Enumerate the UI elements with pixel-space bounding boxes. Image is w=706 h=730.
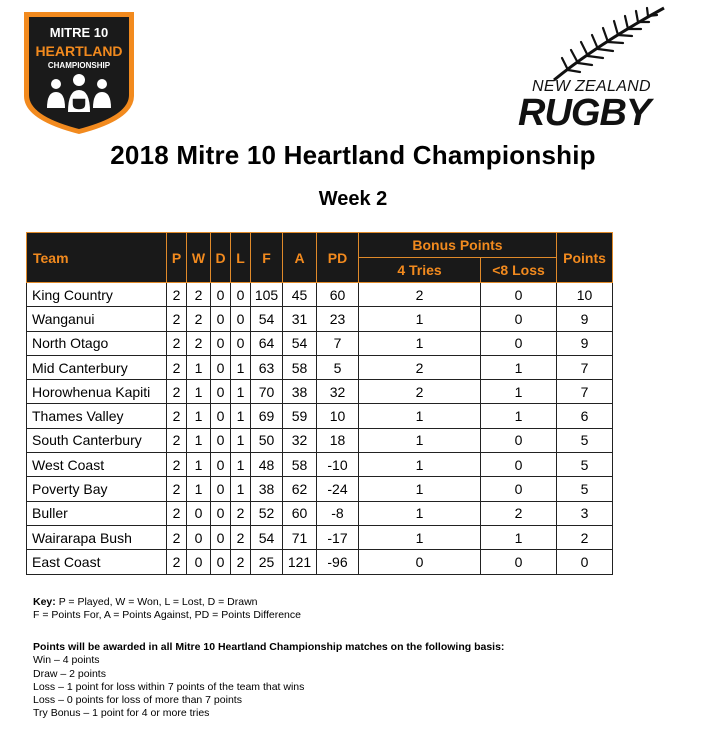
points-cell: 5 xyxy=(557,428,613,452)
points-cell: 3 xyxy=(557,501,613,525)
four-tries-cell: 1 xyxy=(359,331,481,355)
points-against-cell: 31 xyxy=(283,307,317,331)
losing-bonus-cell: 0 xyxy=(481,453,557,477)
points-for-cell: 63 xyxy=(251,355,283,379)
points-against-cell: 58 xyxy=(283,355,317,379)
team-name: Thames Valley xyxy=(27,404,167,428)
table-row xyxy=(27,501,613,525)
team-name: Mid Canterbury xyxy=(27,355,167,379)
points-cell: 9 xyxy=(557,331,613,355)
table-row xyxy=(27,550,613,574)
points-against-cell: 58 xyxy=(283,453,317,477)
svg-text:MITRE 10: MITRE 10 xyxy=(49,25,109,40)
lost-cell: 1 xyxy=(231,404,251,428)
points-for-cell: 25 xyxy=(251,550,283,574)
losing-bonus-cell: 0 xyxy=(481,428,557,452)
key-line-2: F = Points For, A = Points Against, PD = Points Difference xyxy=(33,609,301,621)
drawn-cell: 0 xyxy=(211,307,231,331)
basis-item: Draw – 2 points xyxy=(33,667,106,680)
played-cell: 2 xyxy=(167,331,187,355)
won-cell: 2 xyxy=(187,307,211,331)
points-cell: 2 xyxy=(557,525,613,549)
table-row xyxy=(27,525,613,549)
basis-item: Win – 4 points xyxy=(33,654,100,667)
points-for-cell: 54 xyxy=(251,525,283,549)
header-won: W xyxy=(187,233,211,283)
drawn-cell: 0 xyxy=(211,525,231,549)
points-against-cell: 121 xyxy=(283,550,317,574)
drawn-cell: 0 xyxy=(211,453,231,477)
nz-rugby-logo xyxy=(518,4,668,134)
four-tries-cell: 1 xyxy=(359,477,481,501)
svg-text:HEARTLAND: HEARTLAND xyxy=(35,43,123,59)
points-cell: 10 xyxy=(557,283,613,307)
lost-cell: 2 xyxy=(231,501,251,525)
header-points-for: F xyxy=(251,233,283,283)
losing-bonus-cell: 1 xyxy=(481,525,557,549)
key-line-1 xyxy=(33,596,301,609)
points-for-cell: 69 xyxy=(251,404,283,428)
header-four-tries: 4 Tries xyxy=(359,258,481,283)
drawn-cell: 0 xyxy=(211,404,231,428)
header-points-difference: PD xyxy=(317,233,359,283)
basis-heading: Points will be awarded in all Mitre 10 Heartland Championship matches on the following basis: xyxy=(33,641,505,653)
points-basis-section xyxy=(33,641,504,721)
header-losing-bonus: <8 Loss xyxy=(481,258,557,283)
four-tries-cell: 2 xyxy=(359,355,481,379)
played-cell: 2 xyxy=(167,525,187,549)
team-name: South Canterbury xyxy=(27,428,167,452)
won-cell: 0 xyxy=(187,525,211,549)
points-against-cell: 62 xyxy=(283,477,317,501)
won-cell: 0 xyxy=(187,550,211,574)
team-name: Wanganui xyxy=(27,307,167,331)
losing-bonus-cell: 1 xyxy=(481,404,557,428)
table-row xyxy=(27,355,613,379)
header-drawn: D xyxy=(211,233,231,283)
lost-cell: 2 xyxy=(231,550,251,574)
four-tries-cell: 1 xyxy=(359,428,481,452)
drawn-cell: 0 xyxy=(211,380,231,404)
losing-bonus-cell: 1 xyxy=(481,355,557,379)
table-row xyxy=(27,307,613,331)
table-row xyxy=(27,380,613,404)
team-name: East Coast xyxy=(27,550,167,574)
points-diff-cell: -17 xyxy=(317,525,359,549)
points-diff-cell: 18 xyxy=(317,428,359,452)
won-cell: 1 xyxy=(187,453,211,477)
played-cell: 2 xyxy=(167,477,187,501)
points-cell: 7 xyxy=(557,380,613,404)
drawn-cell: 0 xyxy=(211,550,231,574)
points-cell: 6 xyxy=(557,404,613,428)
four-tries-cell: 1 xyxy=(359,501,481,525)
points-diff-cell: -10 xyxy=(317,453,359,477)
header-points-against: A xyxy=(283,233,317,283)
points-diff-cell: -96 xyxy=(317,550,359,574)
played-cell: 2 xyxy=(167,355,187,379)
lost-cell: 1 xyxy=(231,380,251,404)
key-text-1: P = Played, W = Won, L = Lost, D = Drawn xyxy=(58,596,258,608)
basis-item: Try Bonus – 1 point for 4 or more tries xyxy=(33,707,210,720)
team-name: Buller xyxy=(27,501,167,525)
header-played: P xyxy=(167,233,187,283)
points-against-cell: 59 xyxy=(283,404,317,428)
four-tries-cell: 1 xyxy=(359,307,481,331)
points-diff-cell: 60 xyxy=(317,283,359,307)
header-lost: L xyxy=(231,233,251,283)
four-tries-cell: 1 xyxy=(359,404,481,428)
won-cell: 1 xyxy=(187,355,211,379)
won-cell: 2 xyxy=(187,331,211,355)
played-cell: 2 xyxy=(167,307,187,331)
points-for-cell: 50 xyxy=(251,428,283,452)
team-name: West Coast xyxy=(27,453,167,477)
points-cell: 9 xyxy=(557,307,613,331)
table-row xyxy=(27,404,613,428)
won-cell: 1 xyxy=(187,428,211,452)
losing-bonus-cell: 0 xyxy=(481,477,557,501)
lost-cell: 0 xyxy=(231,307,251,331)
table-header-row xyxy=(27,233,613,258)
basis-item: Loss – 0 points for loss of more than 7 points xyxy=(33,694,242,707)
points-diff-cell: 10 xyxy=(317,404,359,428)
lost-cell: 1 xyxy=(231,453,251,477)
won-cell: 1 xyxy=(187,404,211,428)
points-against-cell: 54 xyxy=(283,331,317,355)
points-cell: 5 xyxy=(557,477,613,501)
drawn-cell: 0 xyxy=(211,477,231,501)
table-row xyxy=(27,477,613,501)
lost-cell: 0 xyxy=(231,331,251,355)
won-cell: 0 xyxy=(187,501,211,525)
four-tries-cell: 2 xyxy=(359,283,481,307)
key-section xyxy=(33,596,301,622)
basis-item: Loss – 1 point for loss within 7 points of the team that wins xyxy=(33,680,305,693)
played-cell: 2 xyxy=(167,283,187,307)
points-for-cell: 52 xyxy=(251,501,283,525)
losing-bonus-cell: 2 xyxy=(481,501,557,525)
won-cell: 1 xyxy=(187,380,211,404)
points-cell: 7 xyxy=(557,355,613,379)
points-cell: 0 xyxy=(557,550,613,574)
points-diff-cell: 32 xyxy=(317,380,359,404)
points-for-cell: 70 xyxy=(251,380,283,404)
points-against-cell: 60 xyxy=(283,501,317,525)
nz-rugby-line2: RUGBY xyxy=(518,92,651,134)
drawn-cell: 0 xyxy=(211,331,231,355)
losing-bonus-cell: 0 xyxy=(481,283,557,307)
svg-text:CHAMPIONSHIP: CHAMPIONSHIP xyxy=(47,61,111,70)
heartland-logo xyxy=(18,8,140,138)
silver-fern-icon xyxy=(548,4,668,82)
page-title: 2018 Mitre 10 Heartland Championship xyxy=(110,140,596,170)
four-tries-cell: 0 xyxy=(359,550,481,574)
drawn-cell: 0 xyxy=(211,355,231,379)
drawn-cell: 0 xyxy=(211,428,231,452)
played-cell: 2 xyxy=(167,550,187,574)
losing-bonus-cell: 0 xyxy=(481,331,557,355)
points-cell: 5 xyxy=(557,453,613,477)
points-diff-cell: 23 xyxy=(317,307,359,331)
played-cell: 2 xyxy=(167,404,187,428)
standings-table xyxy=(26,232,613,575)
team-name: Poverty Bay xyxy=(27,477,167,501)
table-row xyxy=(27,428,613,452)
header-bonus-points: Bonus Points xyxy=(359,233,557,258)
page-subtitle: Week 2 xyxy=(318,188,388,210)
table-row xyxy=(27,453,613,477)
points-diff-cell: 5 xyxy=(317,355,359,379)
losing-bonus-cell: 0 xyxy=(481,307,557,331)
lost-cell: 0 xyxy=(231,283,251,307)
team-name: North Otago xyxy=(27,331,167,355)
points-for-cell: 48 xyxy=(251,453,283,477)
points-for-cell: 54 xyxy=(251,307,283,331)
lost-cell: 1 xyxy=(231,428,251,452)
lost-cell: 1 xyxy=(231,355,251,379)
four-tries-cell: 1 xyxy=(359,525,481,549)
drawn-cell: 0 xyxy=(211,501,231,525)
losing-bonus-cell: 1 xyxy=(481,380,557,404)
table-row xyxy=(27,331,613,355)
lost-cell: 1 xyxy=(231,477,251,501)
played-cell: 2 xyxy=(167,501,187,525)
team-name: Wairarapa Bush xyxy=(27,525,167,549)
nz-rugby-line1: NEW ZEALAND xyxy=(532,78,651,95)
played-cell: 2 xyxy=(167,380,187,404)
team-name: Horowhenua Kapiti xyxy=(27,380,167,404)
points-against-cell: 71 xyxy=(283,525,317,549)
points-against-cell: 32 xyxy=(283,428,317,452)
drawn-cell: 0 xyxy=(211,283,231,307)
header-points: Points xyxy=(557,233,613,283)
points-diff-cell: -24 xyxy=(317,477,359,501)
header-team: Team xyxy=(27,233,167,283)
four-tries-cell: 1 xyxy=(359,453,481,477)
won-cell: 1 xyxy=(187,477,211,501)
key-label: Key: xyxy=(33,596,56,608)
points-diff-cell: -8 xyxy=(317,501,359,525)
points-for-cell: 105 xyxy=(251,283,283,307)
points-for-cell: 38 xyxy=(251,477,283,501)
points-against-cell: 38 xyxy=(283,380,317,404)
points-for-cell: 64 xyxy=(251,331,283,355)
four-tries-cell: 2 xyxy=(359,380,481,404)
points-diff-cell: 7 xyxy=(317,331,359,355)
lost-cell: 2 xyxy=(231,525,251,549)
played-cell: 2 xyxy=(167,453,187,477)
played-cell: 2 xyxy=(167,428,187,452)
points-against-cell: 45 xyxy=(283,283,317,307)
table-row xyxy=(27,283,613,307)
losing-bonus-cell: 0 xyxy=(481,550,557,574)
won-cell: 2 xyxy=(187,283,211,307)
team-name: King Country xyxy=(27,283,167,307)
